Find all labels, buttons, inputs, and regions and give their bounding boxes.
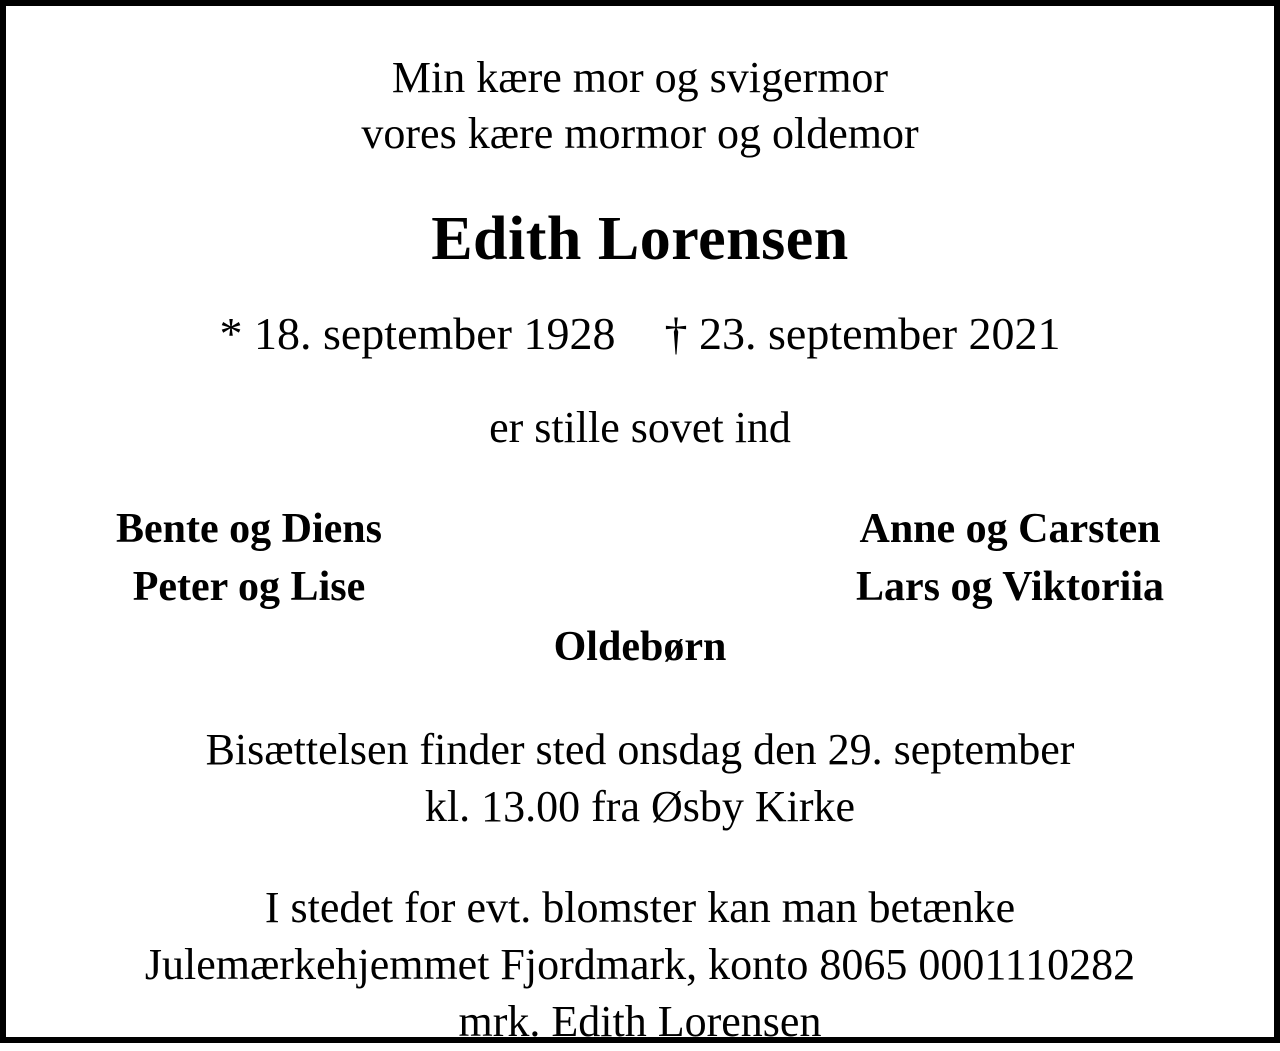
survivors-right-column <box>856 501 1164 617</box>
donation-line-1: I stedet for evt. blomster kan man betænke <box>264 883 1016 933</box>
donation-line-3: mrk. Edith Lorensen <box>458 997 822 1047</box>
passed-text: er stille sovet ind <box>489 402 791 452</box>
life-dates <box>219 307 1060 360</box>
death-date: 23. september 2021 <box>699 307 1061 359</box>
survivors-section <box>46 501 1234 677</box>
birth-date: 18. september 1928 <box>253 307 616 359</box>
survivor-line: Anne og Carsten <box>859 505 1161 552</box>
service-line-2: kl. 13.00 fra Øsby Kirke <box>424 781 856 831</box>
death-symbol: † <box>664 307 688 359</box>
intro-text <box>361 50 918 163</box>
birth-symbol: * <box>219 307 243 359</box>
intro-line-1: Min kære mor og svigermor <box>391 53 889 102</box>
survivors-left-column <box>116 501 382 617</box>
survivor-line: Lars og Viktoriia <box>855 563 1164 610</box>
survivors-columns <box>46 501 1234 617</box>
donation-line-2: Julemærkehjemmet Fjordmark, konto 8065 0001110282 <box>144 940 1136 990</box>
donation-details <box>145 879 1135 1051</box>
great-grandchildren-label: Oldebørn <box>553 623 727 670</box>
service-line-1: Bisættelsen finder sted onsdag den 29. september <box>205 724 1075 774</box>
deceased-name: Edith Lorensen <box>431 204 849 273</box>
survivor-line: Bente og Diens <box>116 505 382 552</box>
survivor-line: Peter og Lise <box>132 563 366 610</box>
intro-line-2: vores kære mormor og oldemor <box>361 109 919 159</box>
service-details <box>206 721 1075 835</box>
